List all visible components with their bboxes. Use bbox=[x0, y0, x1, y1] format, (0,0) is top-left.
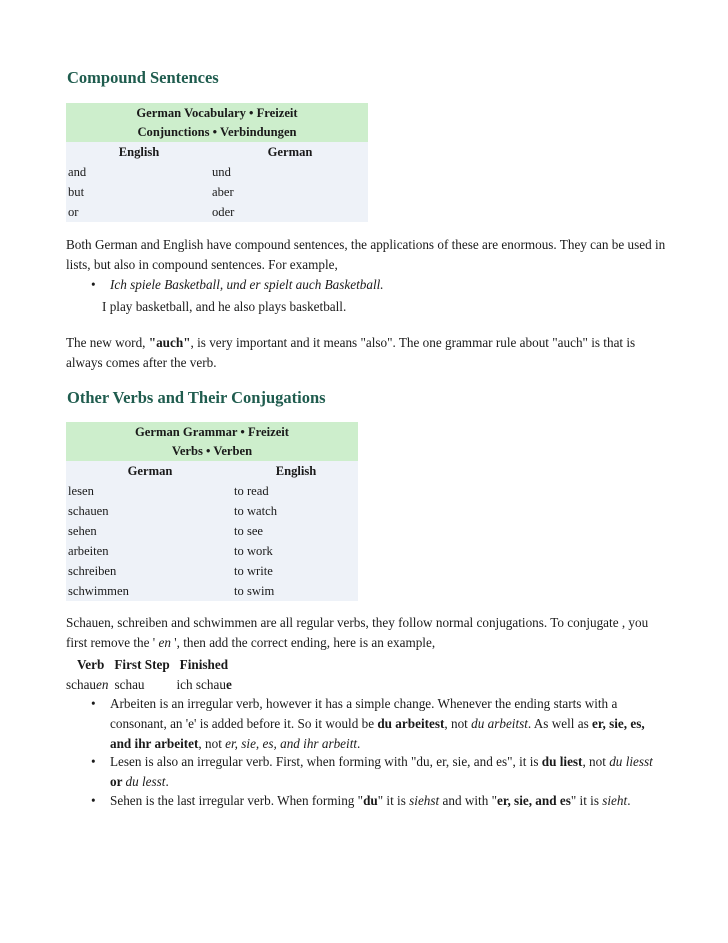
italic-text: siehst bbox=[409, 793, 440, 808]
cell-german: schreiben bbox=[68, 563, 117, 578]
conjugation-mini-row bbox=[66, 675, 232, 695]
mini-verb-ending: en bbox=[96, 677, 109, 692]
text: Lesen is also an irregular verb. First, when forming with "du, er, sie, and es", it is bbox=[110, 754, 542, 769]
column-header-english: English bbox=[275, 463, 317, 478]
cell-german: sehen bbox=[68, 523, 97, 538]
cell-english: to watch bbox=[234, 503, 278, 518]
table-header-line2: Conjunctions • Verbindungen bbox=[137, 125, 297, 139]
table-header-line1: German Grammar • Freizeit bbox=[135, 425, 289, 439]
mini-finished: ich schau bbox=[176, 677, 226, 692]
italic-en: en bbox=[158, 635, 171, 650]
cell-german: lesen bbox=[68, 483, 94, 498]
italic-text: er, sie, es, and ihr arbeitt bbox=[225, 736, 358, 751]
text: Schauen, schreiben and schwimmen are all regular verbs, they follow normal conjugations. To conjugate , you first remove the ' bbox=[66, 615, 649, 650]
bold-auch: "auch" bbox=[148, 335, 191, 350]
section-title-compound-sentences: Compound Sentences bbox=[67, 68, 219, 87]
example-german: Ich spiele Basketball, und er spielt auch Basketball. bbox=[110, 277, 384, 292]
table-header-line2: Verbs • Verben bbox=[171, 444, 253, 458]
cell-german: aber bbox=[212, 184, 234, 199]
paragraph-compound-intro: Both German and English have compound sentences, the applications of these are enormous. They can be used in lists, but also in compound sentences. For example, bbox=[66, 237, 666, 272]
mini-finished-ending: e bbox=[225, 677, 232, 692]
conjunctions-table bbox=[66, 103, 368, 222]
cell-english: to see bbox=[234, 523, 264, 538]
cell-english: and bbox=[68, 164, 87, 179]
text: , not bbox=[444, 716, 472, 731]
text: and with " bbox=[439, 793, 497, 808]
mini-first-step: schau bbox=[114, 677, 145, 692]
table-header bbox=[66, 422, 358, 461]
text: Sehen is the last irregular verb. When forming " bbox=[110, 793, 364, 808]
cell-german: arbeiten bbox=[68, 543, 109, 558]
bullet-dot: • bbox=[91, 754, 96, 769]
bullet-dot: • bbox=[91, 793, 96, 808]
bullet-sehen bbox=[91, 791, 666, 811]
verbs-table bbox=[66, 422, 358, 601]
text: Arbeiten is an irregular verb, however it has a simple change. Whenever the ending starts with a consonant, an 'e' is added before it. So it would be bbox=[110, 696, 618, 731]
paragraph-regular-verbs bbox=[66, 613, 666, 653]
bullet-lesen bbox=[91, 752, 666, 792]
text: , not bbox=[582, 754, 610, 769]
conjugation-mini-header bbox=[77, 655, 228, 675]
cell-german: schwimmen bbox=[68, 583, 129, 598]
text: , is very important and it means "also". The one grammar rule about "auch" is that is always comes after the verb. bbox=[66, 335, 636, 370]
cell-english: or bbox=[68, 204, 79, 219]
text: " it is bbox=[377, 793, 410, 808]
text: . As well as bbox=[527, 716, 593, 731]
bold-text: or bbox=[110, 774, 126, 789]
mini-header-verb: Verb bbox=[77, 657, 105, 672]
bold-text: du liest bbox=[541, 754, 583, 769]
text: . bbox=[165, 774, 169, 789]
cell-english: but bbox=[68, 184, 85, 199]
section-title-other-verbs: Other Verbs and Their Conjugations bbox=[67, 388, 326, 407]
example-bullet bbox=[91, 275, 384, 295]
column-header-german: German bbox=[267, 144, 313, 159]
text: . bbox=[357, 736, 361, 751]
cell-english: to write bbox=[234, 563, 273, 578]
bold-text: du bbox=[363, 793, 378, 808]
cell-english: to read bbox=[234, 483, 269, 498]
bold-text: er, sie, and es bbox=[496, 793, 571, 808]
text: ', then add the correct ending, here is an example, bbox=[170, 635, 436, 650]
italic-text: du arbeitst bbox=[471, 716, 528, 731]
cell-english: to swim bbox=[234, 583, 275, 598]
table-header-line1: German Vocabulary • Freizeit bbox=[136, 106, 298, 120]
mini-header-finished: Finished bbox=[179, 657, 229, 672]
text: " it is bbox=[570, 793, 603, 808]
text: The new word, bbox=[66, 335, 149, 350]
bullet-dot: • bbox=[91, 277, 96, 292]
mini-header-first-step: First Step bbox=[114, 657, 170, 672]
italic-text: du liesst bbox=[609, 754, 653, 769]
paragraph-auch bbox=[66, 333, 666, 373]
italic-text: sieht bbox=[602, 793, 628, 808]
bullet-arbeiten bbox=[91, 694, 666, 754]
bold-text: er, sie, es, and ihr arbeitet bbox=[110, 716, 645, 751]
italic-text: du lesst bbox=[125, 774, 166, 789]
cell-english: to work bbox=[234, 543, 273, 558]
table-header bbox=[66, 103, 368, 142]
cell-german: schauen bbox=[68, 503, 109, 518]
text: . bbox=[627, 793, 631, 808]
bold-text: du arbeitest bbox=[377, 716, 445, 731]
text: , not bbox=[198, 736, 226, 751]
cell-german: und bbox=[212, 164, 231, 179]
bullet-dot: • bbox=[91, 696, 96, 711]
mini-verb-stem: schau bbox=[66, 677, 97, 692]
column-header-german: German bbox=[127, 463, 173, 478]
cell-german: oder bbox=[212, 204, 235, 219]
example-english: I play basketball, and he also plays basketball. bbox=[102, 299, 347, 314]
column-header-english: English bbox=[118, 144, 160, 159]
